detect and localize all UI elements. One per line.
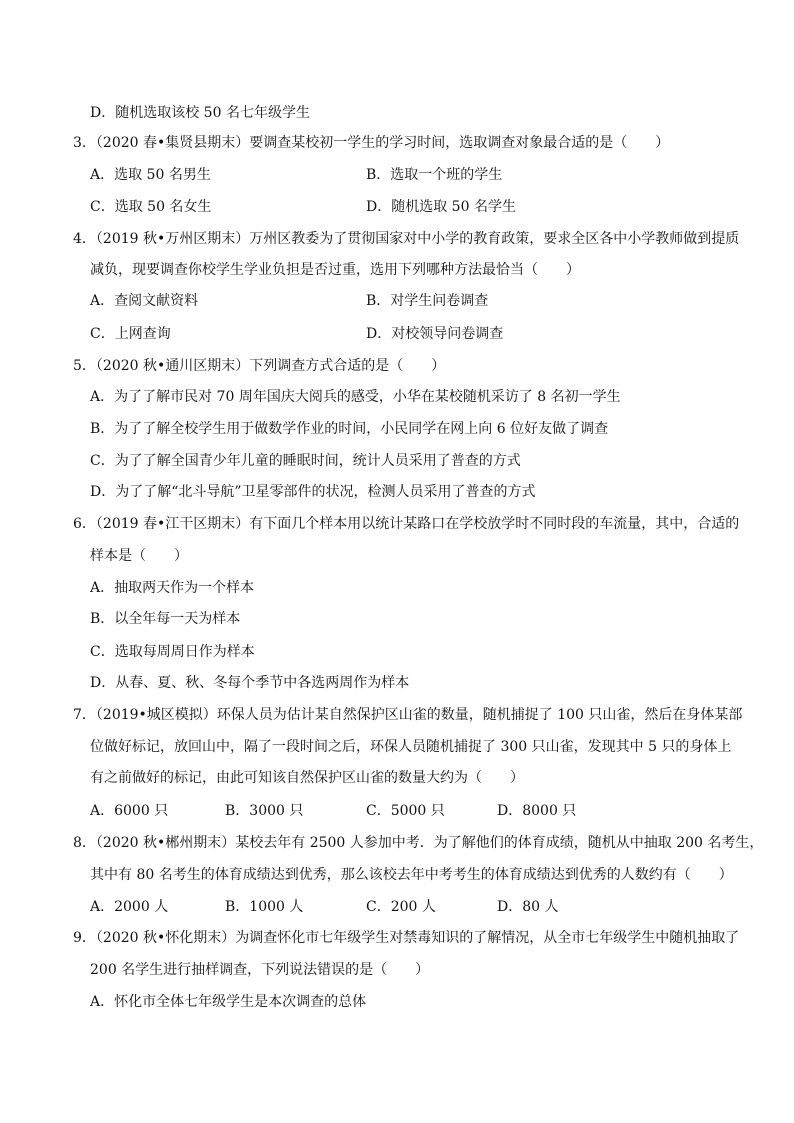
q7-stem-line1: 7．（2019•城区模拟）环保人员为估计某自然保护区山雀的数量，随机捕捉了 100 只山雀，然后在身体某部 xyxy=(73,707,743,723)
q5-option-c: C．为了了解全国青少年儿童的睡眠时间，统计人员采用了普查的方式 xyxy=(90,453,521,469)
q7-stem-line2: 位做好标记，放回山中，隔了一段时间之后，环保人员随机捕捉了 300 只山雀，发现其中 5 只的身体上 xyxy=(90,739,732,755)
q7-option-c: C．5000 只 xyxy=(366,803,445,819)
q6-stem-line1: 6．（2019 春•江干区期末）有下面几个样本用以统计某路口在学校放学时不同时段的车流量，其中，合适的 xyxy=(73,516,740,532)
q6-option-a: A．抽取两天作为一个样本 xyxy=(90,580,255,596)
q7-option-d: D．8000 只 xyxy=(497,803,577,819)
q4-option-d: D．对校领导问卷调查 xyxy=(366,326,504,342)
q3-option-b: B．选取一个班的学生 xyxy=(366,167,503,183)
q3-option-d: D．随机选取 50 名学生 xyxy=(366,199,516,215)
q8-option-d: D．80 人 xyxy=(497,899,559,915)
q5-option-a: A．为了了解市民对 70 周年国庆大阅兵的感受，小华在某校随机采访了 8 名初一学生 xyxy=(90,389,621,405)
q4-stem-line1: 4．（2019 秋•万州区期末）万州区教委为了贯彻国家对中小学的教育政策，要求全区各中小学教师做到提质 xyxy=(73,231,740,247)
q9-stem-line2: 200 名学生进行抽样调查，下列说法错误的是（ ） xyxy=(90,962,430,978)
q9-option-a: A．怀化市全体七年级学生是本次调查的总体 xyxy=(90,994,367,1010)
q7-option-b: B．3000 只 xyxy=(225,803,304,819)
q8-stem-line1: 8．（2020 秋•郴州期末）某校去年有 2500 人参加中考．为了解他们的体育成绩，随机从中抽取 200 名考生， xyxy=(73,835,764,851)
q6-option-b: B．以全年每一天为样本 xyxy=(90,611,241,627)
q4-stem-line2: 减负，现要调查你校学生学业负担是否过重，选用下列哪种方法最恰当（ ） xyxy=(90,262,580,278)
q8-option-c: C．200 人 xyxy=(366,899,436,915)
q8-option-b: B．1000 人 xyxy=(225,899,304,915)
q7-option-a: A．6000 只 xyxy=(90,803,169,819)
q7-stem-line3: 有之前做好的标记，由此可知该自然保护区山雀的数量大约为（ ） xyxy=(90,770,524,786)
q5-option-b: B．为了了解全校学生用于做数学作业的时间，小民同学在网上向 6 位好友做了调查 xyxy=(90,421,609,437)
q8-stem-line2: 其中有 80 名考生的体育成绩达到优秀，那么该校去年中考考生的体育成绩达到优秀的人数约有（ ） xyxy=(90,867,733,883)
q4-option-a: A．查阅文献资料 xyxy=(90,293,199,309)
q6-option-d: D．从春、夏、秋、冬每个季节中各选两周作为样本 xyxy=(90,675,410,691)
q2-option-d: D．随机选取该校 50 名七年级学生 xyxy=(90,105,310,121)
q6-stem-line2: 样本是（ ） xyxy=(90,548,188,564)
q6-option-c: C．选取每周周日作为样本 xyxy=(90,644,255,660)
q3-option-a: A．选取 50 名男生 xyxy=(90,167,211,183)
q5-option-d: D．为了了解“北斗导航”卫星零部件的状况，检测人员采用了普查的方式 xyxy=(90,484,536,500)
q9-stem-line1: 9．（2020 秋•怀化期末）为调查怀化市七年级学生对禁毒知识的了解情况，从全市七年级学生中随机抽取了 xyxy=(73,930,740,946)
q8-option-a: A．2000 人 xyxy=(90,899,169,915)
q3-option-c: C．选取 50 名女生 xyxy=(90,199,212,215)
q4-option-c: C．上网查询 xyxy=(90,326,171,342)
q5-stem: 5．（2020 秋•通川区期末）下列调查方式合适的是（ ） xyxy=(73,358,446,374)
q3-stem: 3．（2020 春•集贤县期末）要调查某校初一学生的学习时间，选取调查对象最合适的是（ ） xyxy=(73,135,670,151)
q4-option-b: B．对学生问卷调查 xyxy=(366,293,489,309)
